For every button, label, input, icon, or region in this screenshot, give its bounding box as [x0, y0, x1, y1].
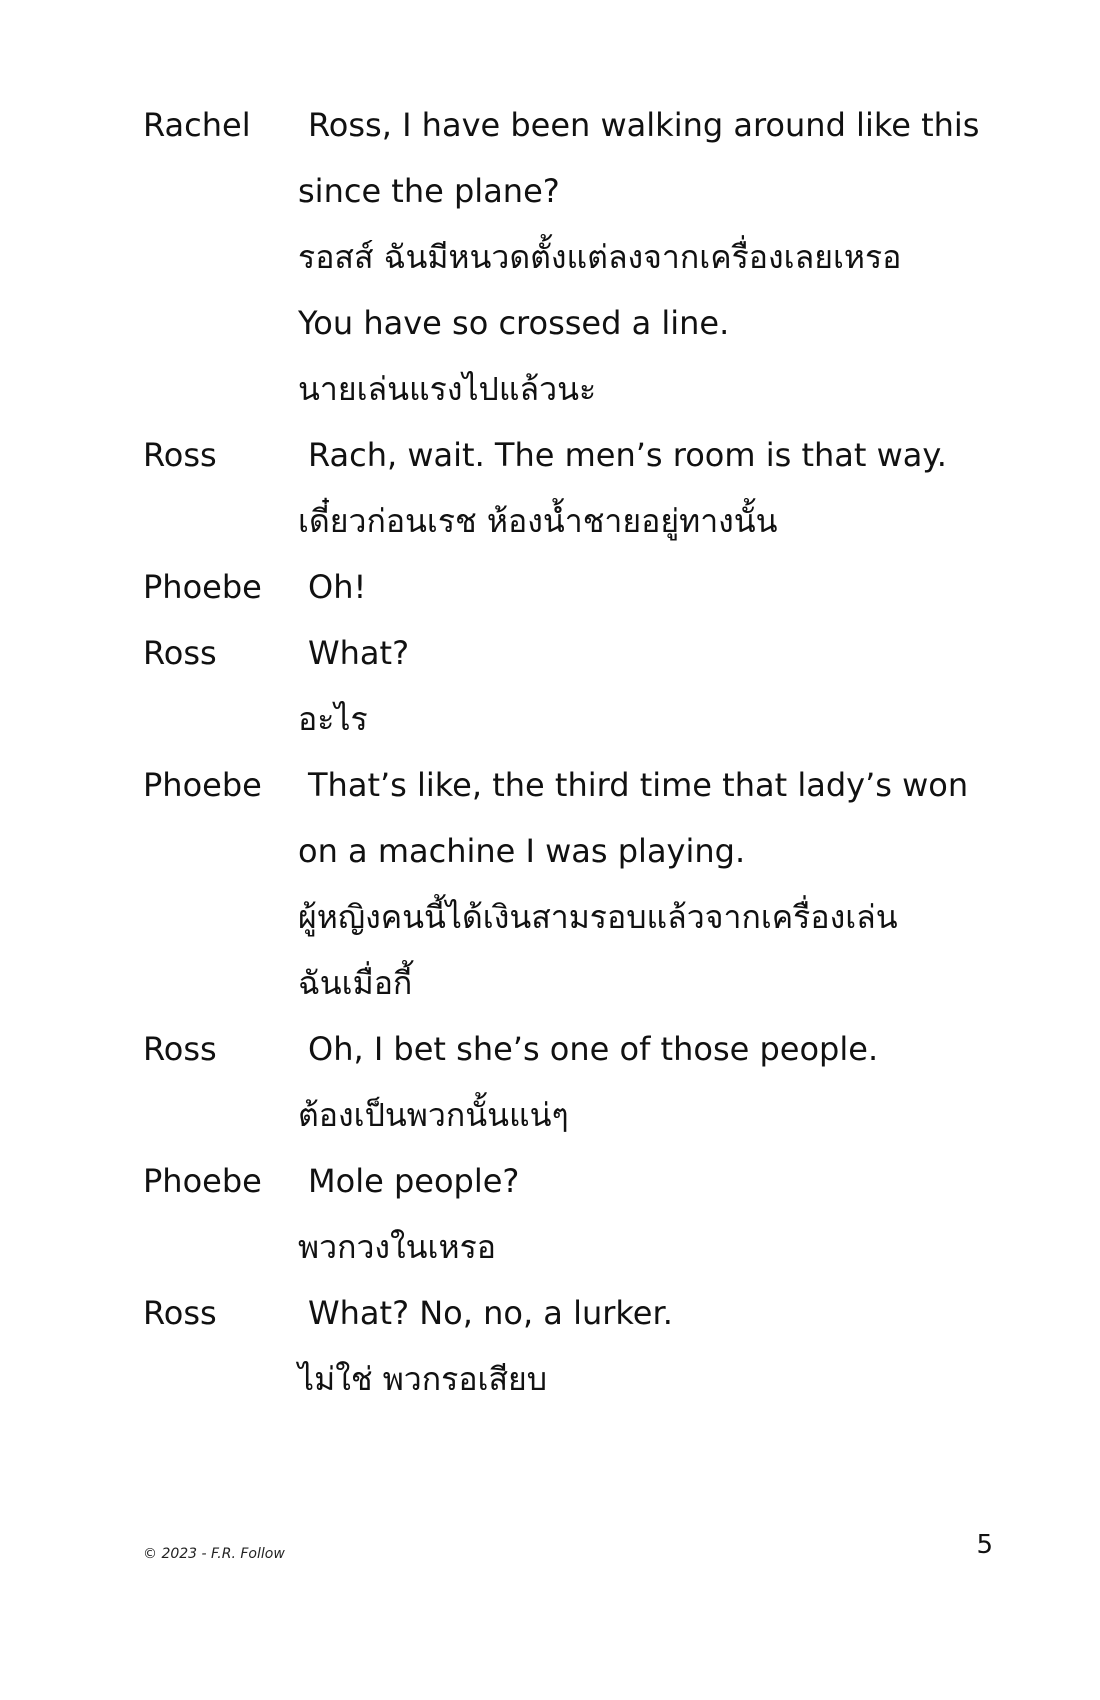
dialogue-line: ต้องเป็นพวกนั้นแน่ๆ	[298, 1096, 569, 1134]
dialogue-line: Oh!	[308, 568, 367, 606]
dialogue-entry	[143, 620, 1003, 752]
dialogue-line: That’s like, the third time that lady’s won	[308, 766, 969, 804]
dialogue-lines	[298, 752, 1003, 1016]
dialogue-list	[143, 92, 1003, 1412]
dialogue-entry	[143, 1016, 1003, 1148]
dialogue-line: on a machine I was playing.	[298, 832, 746, 870]
dialogue-line: อะไร	[298, 700, 368, 738]
dialogue-line: นายเล่นแรงไปแล้วนะ	[298, 370, 597, 408]
dialogue-line: ผู้หญิงคนนี้ได้เงินสามรอบแล้วจากเครื่องเล่น	[298, 898, 898, 936]
page-number: 5	[976, 1530, 993, 1560]
dialogue-lines	[298, 1280, 1003, 1412]
dialogue-entry	[143, 752, 1003, 1016]
dialogue-line: since the plane?	[298, 172, 560, 210]
dialogue-line: What?	[308, 634, 410, 672]
dialogue-line: Ross, I have been walking around like this	[308, 106, 980, 144]
dialogue-line: รอสส์ ฉันมีหนวดตั้งแต่ลงจากเครื่องเลยเหรอ	[298, 238, 902, 276]
dialogue-entry	[143, 1148, 1003, 1280]
dialogue-line: ไม่ใช่ พวกรอเสียบ	[298, 1360, 548, 1398]
speaker-name: Phoebe	[143, 1162, 262, 1200]
dialogue-line: What? No, no, a lurker.	[308, 1294, 673, 1332]
speaker-name: Ross	[143, 634, 217, 672]
dialogue-entry	[143, 554, 1003, 620]
dialogue-line: เดี๋ยวก่อนเรช ห้องน้ำชายอยู่ทางนั้น	[298, 502, 778, 540]
dialogue-lines	[298, 422, 1003, 554]
dialogue-entry	[143, 422, 1003, 554]
dialogue-line: พวกวงในเหรอ	[298, 1228, 496, 1266]
dialogue-line: Oh, I bet she’s one of those people.	[308, 1030, 879, 1068]
dialogue-line: ฉันเมื่อกี้	[298, 964, 413, 1002]
dialogue-line: You have so crossed a line.	[298, 304, 730, 342]
dialogue-lines	[298, 554, 1003, 620]
speaker-name: Phoebe	[143, 766, 262, 804]
speaker-name: Rachel	[143, 106, 251, 144]
copyright-notice: © 2023 - F.R. Follow	[143, 1546, 285, 1562]
speaker-name: Phoebe	[143, 568, 262, 606]
dialogue-lines	[298, 620, 1003, 752]
dialogue-lines	[298, 1016, 1003, 1148]
dialogue-line: Mole people?	[308, 1162, 520, 1200]
speaker-name: Ross	[143, 1294, 217, 1332]
dialogue-entry	[143, 1280, 1003, 1412]
dialogue-lines	[298, 1148, 1003, 1280]
speaker-name: Ross	[143, 1030, 217, 1068]
dialogue-line: Rach, wait. The men’s room is that way.	[308, 436, 947, 474]
dialogue-entry	[143, 92, 1003, 422]
speaker-name: Ross	[143, 436, 217, 474]
dialogue-lines	[298, 92, 1003, 422]
